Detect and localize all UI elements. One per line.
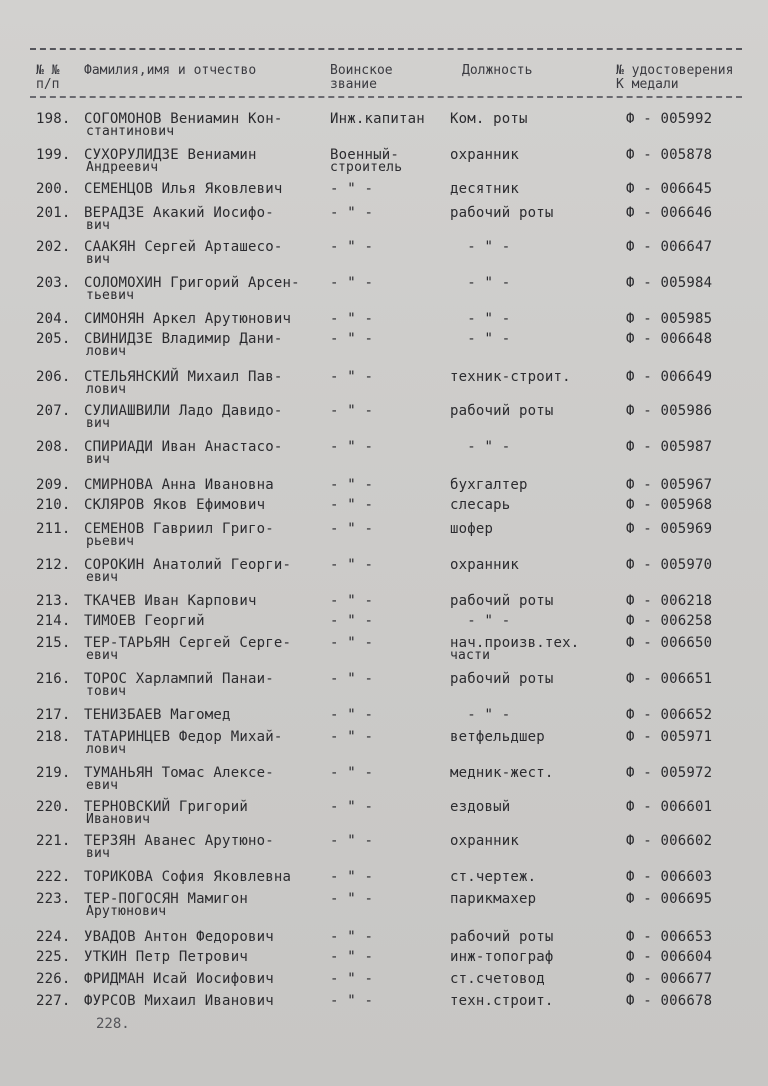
person-name-continued: вич bbox=[86, 846, 111, 861]
row-number: 219. bbox=[36, 765, 71, 781]
position: ст.чертеж. bbox=[450, 869, 537, 885]
position: - " - bbox=[450, 239, 511, 255]
military-rank: - " - bbox=[330, 765, 374, 781]
military-rank: - " - bbox=[330, 181, 374, 197]
person-name: СОРОКИН Анатолий Георги- bbox=[84, 557, 292, 573]
military-rank: - " - bbox=[330, 593, 374, 609]
position: - " - bbox=[450, 613, 511, 629]
top-rule bbox=[30, 48, 742, 50]
person-name-continued: вич bbox=[86, 218, 111, 233]
person-name-continued: лович bbox=[86, 742, 127, 757]
person-name: СВИНИДЗЕ Владимир Дани- bbox=[84, 331, 283, 347]
position: охранник bbox=[450, 557, 520, 573]
header-rule bbox=[30, 96, 742, 98]
row-number: 206. bbox=[36, 369, 71, 385]
certificate-number: Ф - 005968 bbox=[626, 497, 713, 513]
row-number: 203. bbox=[36, 275, 71, 291]
position: шофер bbox=[450, 521, 494, 537]
table-row bbox=[0, 404, 768, 440]
certificate-number: Ф - 005987 bbox=[626, 439, 713, 455]
position: ездовый bbox=[450, 799, 511, 815]
certificate-number: Ф - 006678 bbox=[626, 993, 713, 1009]
person-name: ТАТАРИНЦЕВ Федор Михай- bbox=[84, 729, 283, 745]
table-row bbox=[0, 440, 768, 476]
certificate-number: Ф - 006602 bbox=[626, 833, 713, 849]
row-number: 225. bbox=[36, 949, 71, 965]
table-row bbox=[0, 206, 768, 242]
header-rank: Воинское звание bbox=[330, 63, 393, 92]
person-name: ТЕНИЗБАЕВ Магомед bbox=[84, 707, 231, 723]
position: ветфельдшер bbox=[450, 729, 545, 745]
row-number: 212. bbox=[36, 557, 71, 573]
row-number: 201. bbox=[36, 205, 71, 221]
position: нач.произв.тех. bbox=[450, 635, 580, 651]
row-number: 224. bbox=[36, 929, 71, 945]
military-rank: - " - bbox=[330, 707, 374, 723]
certificate-number: Ф - 006652 bbox=[626, 707, 713, 723]
row-number: 204. bbox=[36, 311, 71, 327]
military-rank: - " - bbox=[330, 993, 374, 1009]
person-name: СЕМЕНЦОВ Илья Яковлевич bbox=[84, 181, 283, 197]
person-name: ТКАЧЕВ Иван Карпович bbox=[84, 593, 257, 609]
row-number: 216. bbox=[36, 671, 71, 687]
military-rank: - " - bbox=[330, 497, 374, 513]
row-number: 213. bbox=[36, 593, 71, 609]
person-name: СУХОРУЛИДЗЕ Вениамин bbox=[84, 147, 257, 163]
person-name-continued: тьевич bbox=[86, 288, 135, 303]
military-rank: - " - bbox=[330, 729, 374, 745]
row-number: 226. bbox=[36, 971, 71, 987]
position: рабочий роты bbox=[450, 593, 554, 609]
person-name: ФРИДМАН Исай Иосифович bbox=[84, 971, 274, 987]
table-row bbox=[0, 892, 768, 928]
person-name: СИМОНЯН Аркел Арутюнович bbox=[84, 311, 292, 327]
position: медник-жест. bbox=[450, 765, 554, 781]
table-row bbox=[0, 558, 768, 594]
row-number: 209. bbox=[36, 477, 71, 493]
person-name: ТЕР-ТАРЬЯН Сергей Серге- bbox=[84, 635, 292, 651]
person-name-continued: тович bbox=[86, 684, 127, 699]
person-name-continued: Арутюнович bbox=[86, 904, 167, 919]
person-name: ТЕР-ПОГОСЯН Мамигон bbox=[84, 891, 248, 907]
table-row bbox=[0, 672, 768, 708]
person-name: УВАДОВ Антон Федорович bbox=[84, 929, 274, 945]
person-name: ТЕРЗЯН Аванес Арутюно- bbox=[84, 833, 274, 849]
military-rank-continued: строитель bbox=[330, 160, 403, 175]
person-name: СОЛОМОХИН Григорий Арсен- bbox=[84, 275, 300, 291]
position: - " - bbox=[450, 439, 511, 455]
row-number: 227. bbox=[36, 993, 71, 1009]
position: охранник bbox=[450, 147, 520, 163]
row-number: 220. bbox=[36, 799, 71, 815]
person-name: СПИРИАДИ Иван Анастасо- bbox=[84, 439, 283, 455]
position: рабочий роты bbox=[450, 671, 554, 687]
person-name: ВЕРАДЗЕ Акакий Иосифо- bbox=[84, 205, 274, 221]
certificate-number: Ф - 006651 bbox=[626, 671, 713, 687]
row-number: 215. bbox=[36, 635, 71, 651]
person-name-continued: Иванович bbox=[86, 812, 151, 827]
position: охранник bbox=[450, 833, 520, 849]
row-number: 200. bbox=[36, 181, 71, 197]
person-name-continued: Андреевич bbox=[86, 160, 159, 175]
row-number: 207. bbox=[36, 403, 71, 419]
military-rank: - " - bbox=[330, 239, 374, 255]
table-row bbox=[0, 112, 768, 148]
person-name: СТЕЛЬЯНСКИЙ Михаил Пав- bbox=[84, 369, 283, 385]
military-rank: - " - bbox=[330, 521, 374, 537]
row-number: 198. bbox=[36, 111, 71, 127]
row-number: 222. bbox=[36, 869, 71, 885]
table-row bbox=[0, 148, 768, 184]
row-number: 202. bbox=[36, 239, 71, 255]
person-name: СААКЯН Сергей Арташесо- bbox=[84, 239, 283, 255]
certificate-number: Ф - 005986 bbox=[626, 403, 713, 419]
position: рабочий роты bbox=[450, 929, 554, 945]
position: парикмахер bbox=[450, 891, 537, 907]
row-number: 221. bbox=[36, 833, 71, 849]
position: - " - bbox=[450, 331, 511, 347]
person-name-continued: евич bbox=[86, 778, 119, 793]
person-name-continued: вич bbox=[86, 416, 111, 431]
person-name-continued: вич bbox=[86, 452, 111, 467]
table-row bbox=[0, 636, 768, 672]
certificate-number: Ф - 006647 bbox=[626, 239, 713, 255]
position: - " - bbox=[450, 707, 511, 723]
military-rank: - " - bbox=[330, 635, 374, 651]
person-name: УТКИН Петр Петрович bbox=[84, 949, 248, 965]
military-rank: Инж.капитан bbox=[330, 111, 425, 127]
position: слесарь bbox=[450, 497, 511, 513]
row-number: 214. bbox=[36, 613, 71, 629]
table-row bbox=[0, 276, 768, 312]
position: ст.счетовод bbox=[450, 971, 545, 987]
row-number: 208. bbox=[36, 439, 71, 455]
certificate-number: Ф - 005985 bbox=[626, 311, 713, 327]
position: бухгалтер bbox=[450, 477, 528, 493]
military-rank: - " - bbox=[330, 613, 374, 629]
military-rank: - " - bbox=[330, 949, 374, 965]
military-rank: Военный- bbox=[330, 147, 400, 163]
certificate-number: Ф - 006645 bbox=[626, 181, 713, 197]
position-continued: части bbox=[450, 648, 491, 663]
certificate-number: Ф - 006604 bbox=[626, 949, 713, 965]
certificate-number: Ф - 005992 bbox=[626, 111, 713, 127]
table-row bbox=[0, 240, 768, 276]
person-name: ТУМАНЬЯН Томас Алексе- bbox=[84, 765, 274, 781]
header-name: Фамилия,имя и отчество bbox=[84, 63, 257, 78]
table-row bbox=[0, 522, 768, 558]
position: техн.строит. bbox=[450, 993, 554, 1009]
position: инж-топограф bbox=[450, 949, 554, 965]
certificate-number: Ф - 006601 bbox=[626, 799, 713, 815]
header-position: Должность bbox=[462, 63, 533, 78]
certificate-number: Ф - 005969 bbox=[626, 521, 713, 537]
certificate-number: Ф - 006258 bbox=[626, 613, 713, 629]
certificate-number: Ф - 006648 bbox=[626, 331, 713, 347]
row-number: 217. bbox=[36, 707, 71, 723]
person-name-continued: лович bbox=[86, 344, 127, 359]
position: Ком. роты bbox=[450, 111, 528, 127]
person-name: СУЛИАШВИЛИ Ладо Давидо- bbox=[84, 403, 283, 419]
position: рабочий роты bbox=[450, 403, 554, 419]
person-name-continued: евич bbox=[86, 570, 119, 585]
person-name-continued: рьевич bbox=[86, 534, 135, 549]
military-rank: - " - bbox=[330, 439, 374, 455]
table-row bbox=[0, 766, 768, 802]
table-row bbox=[0, 332, 768, 368]
header-number: № № п/п bbox=[36, 63, 60, 92]
table-row bbox=[0, 834, 768, 870]
military-rank: - " - bbox=[330, 311, 374, 327]
person-name: ТОРОС Харлампий Панаи- bbox=[84, 671, 274, 687]
person-name: СКЛЯРОВ Яков Ефимович bbox=[84, 497, 266, 513]
military-rank: - " - bbox=[330, 205, 374, 221]
person-name: ФУРСОВ Михаил Иванович bbox=[84, 993, 274, 1009]
certificate-number: Ф - 005984 bbox=[626, 275, 713, 291]
row-number: 210. bbox=[36, 497, 71, 513]
row-number: 199. bbox=[36, 147, 71, 163]
certificate-number: Ф - 006646 bbox=[626, 205, 713, 221]
table-row bbox=[0, 370, 768, 406]
certificate-number: Ф - 005967 bbox=[626, 477, 713, 493]
person-name: СОГОМОНОВ Вениамин Кон- bbox=[84, 111, 283, 127]
position: - " - bbox=[450, 311, 511, 327]
military-rank: - " - bbox=[330, 799, 374, 815]
military-rank: - " - bbox=[330, 929, 374, 945]
military-rank: - " - bbox=[330, 369, 374, 385]
person-name: ТЕРНОВСКИЙ Григорий bbox=[84, 799, 248, 815]
certificate-number: Ф - 005972 bbox=[626, 765, 713, 781]
person-name: ТИМОЕВ Георгий bbox=[84, 613, 205, 629]
position: рабочий роты bbox=[450, 205, 554, 221]
person-name: СМИРНОВА Анна Ивановна bbox=[84, 477, 274, 493]
person-name-continued: евич bbox=[86, 648, 119, 663]
certificate-number: Ф - 006603 bbox=[626, 869, 713, 885]
certificate-number: Ф - 006653 bbox=[626, 929, 713, 945]
row-number: 211. bbox=[36, 521, 71, 537]
certificate-number: Ф - 006650 bbox=[626, 635, 713, 651]
person-name-continued: стантинович bbox=[86, 124, 175, 139]
person-name-continued: лович bbox=[86, 382, 127, 397]
header-certificate: № удостоверения К медали bbox=[616, 63, 734, 92]
row-number: 218. bbox=[36, 729, 71, 745]
position: - " - bbox=[450, 275, 511, 291]
person-name: СЕМЕНОВ Гавриил Григо- bbox=[84, 521, 274, 537]
position: техник-строит. bbox=[450, 369, 571, 385]
military-rank: - " - bbox=[330, 403, 374, 419]
military-rank: - " - bbox=[330, 557, 374, 573]
military-rank: - " - bbox=[330, 331, 374, 347]
military-rank: - " - bbox=[330, 477, 374, 493]
military-rank: - " - bbox=[330, 891, 374, 907]
row-number: 223. bbox=[36, 891, 71, 907]
military-rank: - " - bbox=[330, 869, 374, 885]
certificate-number: Ф - 005878 bbox=[626, 147, 713, 163]
military-rank: - " - bbox=[330, 671, 374, 687]
table-row bbox=[0, 730, 768, 766]
person-name-continued: вич bbox=[86, 252, 111, 267]
military-rank: - " - bbox=[330, 833, 374, 849]
certificate-number: Ф - 005971 bbox=[626, 729, 713, 745]
certificate-number: Ф - 006218 bbox=[626, 593, 713, 609]
table-row bbox=[0, 800, 768, 836]
military-rank: - " - bbox=[330, 971, 374, 987]
next-row-number: 228. bbox=[96, 1016, 130, 1032]
position: десятник bbox=[450, 181, 520, 197]
military-rank: - " - bbox=[330, 275, 374, 291]
certificate-number: Ф - 006677 bbox=[626, 971, 713, 987]
row-number: 205. bbox=[36, 331, 71, 347]
certificate-number: Ф - 006695 bbox=[626, 891, 713, 907]
person-name: ТОРИКОВА София Яковлевна bbox=[84, 869, 292, 885]
certificate-number: Ф - 005970 bbox=[626, 557, 713, 573]
certificate-number: Ф - 006649 bbox=[626, 369, 713, 385]
